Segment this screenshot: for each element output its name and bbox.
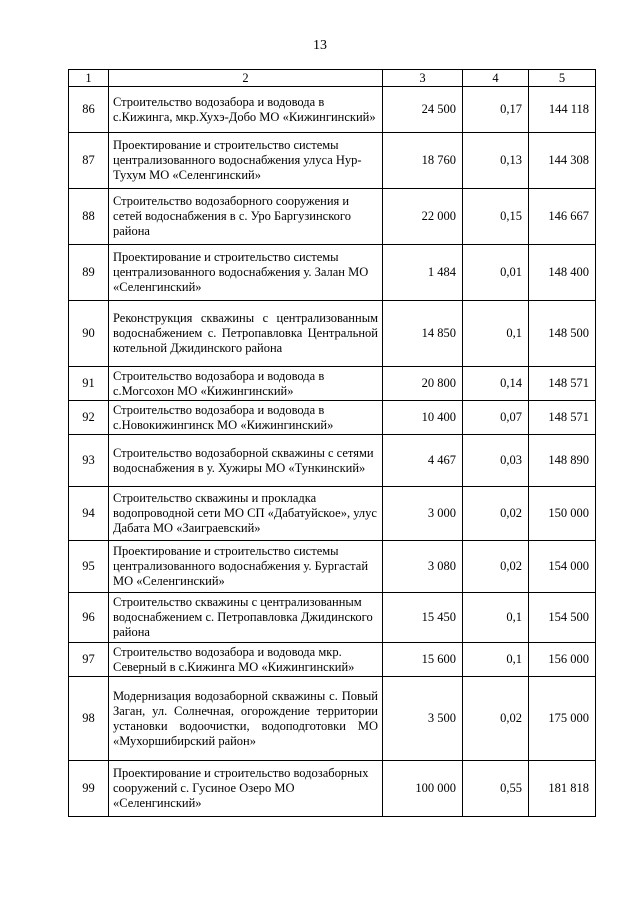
table-row: [69, 301, 596, 367]
table-header: [69, 70, 596, 87]
table-row: [69, 367, 596, 401]
table-row: [69, 401, 596, 435]
row-cost: 4 467: [383, 435, 463, 487]
row-unit-cost: 144 308: [529, 133, 596, 189]
row-coefficient: 0,02: [463, 487, 529, 541]
row-coefficient: 0,02: [463, 677, 529, 761]
row-description: Модернизация водозаборной скважины с. Повый Заган, ул. Солнечная, огорождение территории установки водоочистки, водоподготовки МО «Мухоршибирский район»: [109, 677, 383, 761]
row-unit-cost: 175 000: [529, 677, 596, 761]
row-unit-cost: 148 890: [529, 435, 596, 487]
row-description: Проектирование и строительство системы централизованного водоснабжения у. Бургастай МО «Селенгинский»: [109, 541, 383, 593]
table-row: [69, 487, 596, 541]
header-col-3: 3: [383, 70, 463, 87]
row-description: Строительство водозаборного сооружения и сетей водоснабжения в с. Уро Баргузинского района: [109, 189, 383, 245]
row-description: Реконструкция скважины с централизованным водоснабжением с. Петропавловка Центральной котельной Джидинского района: [109, 301, 383, 367]
header-col-2: 2: [109, 70, 383, 87]
table-row: [69, 593, 596, 643]
row-number: 90: [69, 301, 109, 367]
row-cost: 14 850: [383, 301, 463, 367]
row-coefficient: 0,17: [463, 87, 529, 133]
row-unit-cost: 148 500: [529, 301, 596, 367]
row-number: 92: [69, 401, 109, 435]
table-row: [69, 245, 596, 301]
row-description: Строительство скважины и прокладка водопроводной сети МО СП «Дабатуйское», улус Дабата МО «Заиграевский»: [109, 487, 383, 541]
row-number: 87: [69, 133, 109, 189]
table-row: [69, 435, 596, 487]
row-coefficient: 0,1: [463, 301, 529, 367]
row-coefficient: 0,13: [463, 133, 529, 189]
row-cost: 18 760: [383, 133, 463, 189]
table-row: [69, 133, 596, 189]
data-table: [68, 69, 596, 817]
header-col-4: 4: [463, 70, 529, 87]
page-number: 13: [313, 38, 327, 53]
row-description: Строительство водозабора и водовода в с.Новокижингинск МО «Кижингинский»: [109, 401, 383, 435]
row-coefficient: 0,01: [463, 245, 529, 301]
row-cost: 20 800: [383, 367, 463, 401]
row-number: 95: [69, 541, 109, 593]
table-row: [69, 189, 596, 245]
row-unit-cost: 156 000: [529, 643, 596, 677]
row-cost: 15 450: [383, 593, 463, 643]
table-row: [69, 541, 596, 593]
row-number: 97: [69, 643, 109, 677]
row-cost: 24 500: [383, 87, 463, 133]
row-coefficient: 0,03: [463, 435, 529, 487]
row-number: 94: [69, 487, 109, 541]
row-unit-cost: 148 400: [529, 245, 596, 301]
header-row: [69, 70, 596, 87]
row-cost: 1 484: [383, 245, 463, 301]
row-description: Строительство водозабора и водовода мкр. Северный в с.Кижинга МО «Кижингинский»: [109, 643, 383, 677]
row-description: Строительство водозабора и водовода в с.Кижинга, мкр.Хухэ-Добо МО «Кижингинский»: [109, 87, 383, 133]
row-unit-cost: 150 000: [529, 487, 596, 541]
row-unit-cost: 181 818: [529, 761, 596, 817]
row-number: 98: [69, 677, 109, 761]
row-unit-cost: 146 667: [529, 189, 596, 245]
row-coefficient: 0,1: [463, 643, 529, 677]
row-unit-cost: 148 571: [529, 401, 596, 435]
row-coefficient: 0,07: [463, 401, 529, 435]
header-col-1: 1: [69, 70, 109, 87]
row-cost: 22 000: [383, 189, 463, 245]
row-cost: 3 080: [383, 541, 463, 593]
row-coefficient: 0,55: [463, 761, 529, 817]
row-number: 86: [69, 87, 109, 133]
table-row: [69, 87, 596, 133]
row-cost: 3 500: [383, 677, 463, 761]
row-coefficient: 0,02: [463, 541, 529, 593]
row-number: 99: [69, 761, 109, 817]
row-coefficient: 0,1: [463, 593, 529, 643]
row-number: 88: [69, 189, 109, 245]
row-unit-cost: 148 571: [529, 367, 596, 401]
row-description: Проектирование и строительство водозаборных сооружений с. Гусиное Озеро МО «Селенгинский»: [109, 761, 383, 817]
row-cost: 10 400: [383, 401, 463, 435]
row-coefficient: 0,14: [463, 367, 529, 401]
row-unit-cost: 154 500: [529, 593, 596, 643]
row-cost: 3 000: [383, 487, 463, 541]
row-description: Строительство скважины с централизованным водоснабжением с. Петропавловка Джидинского района: [109, 593, 383, 643]
table-body: [69, 87, 596, 817]
row-description: Строительство водозаборной скважины с сетями водоснабжения в у. Хужиры МО «Тункинский»: [109, 435, 383, 487]
row-number: 91: [69, 367, 109, 401]
row-cost: 100 000: [383, 761, 463, 817]
row-coefficient: 0,15: [463, 189, 529, 245]
row-description: Проектирование и строительство системы централизованного водоснабжения улуса Нур-Тухум МО «Селенгинский»: [109, 133, 383, 189]
table-row: [69, 677, 596, 761]
row-description: Проектирование и строительство системы централизованного водоснабжения у. Залан МО «Селенгинский»: [109, 245, 383, 301]
table-row: [69, 643, 596, 677]
row-unit-cost: 154 000: [529, 541, 596, 593]
header-col-5: 5: [529, 70, 596, 87]
row-unit-cost: 144 118: [529, 87, 596, 133]
row-cost: 15 600: [383, 643, 463, 677]
table-row: [69, 761, 596, 817]
row-number: 93: [69, 435, 109, 487]
row-number: 96: [69, 593, 109, 643]
row-description: Строительство водозабора и водовода в с.Могсохон МО «Кижингинский»: [109, 367, 383, 401]
row-number: 89: [69, 245, 109, 301]
